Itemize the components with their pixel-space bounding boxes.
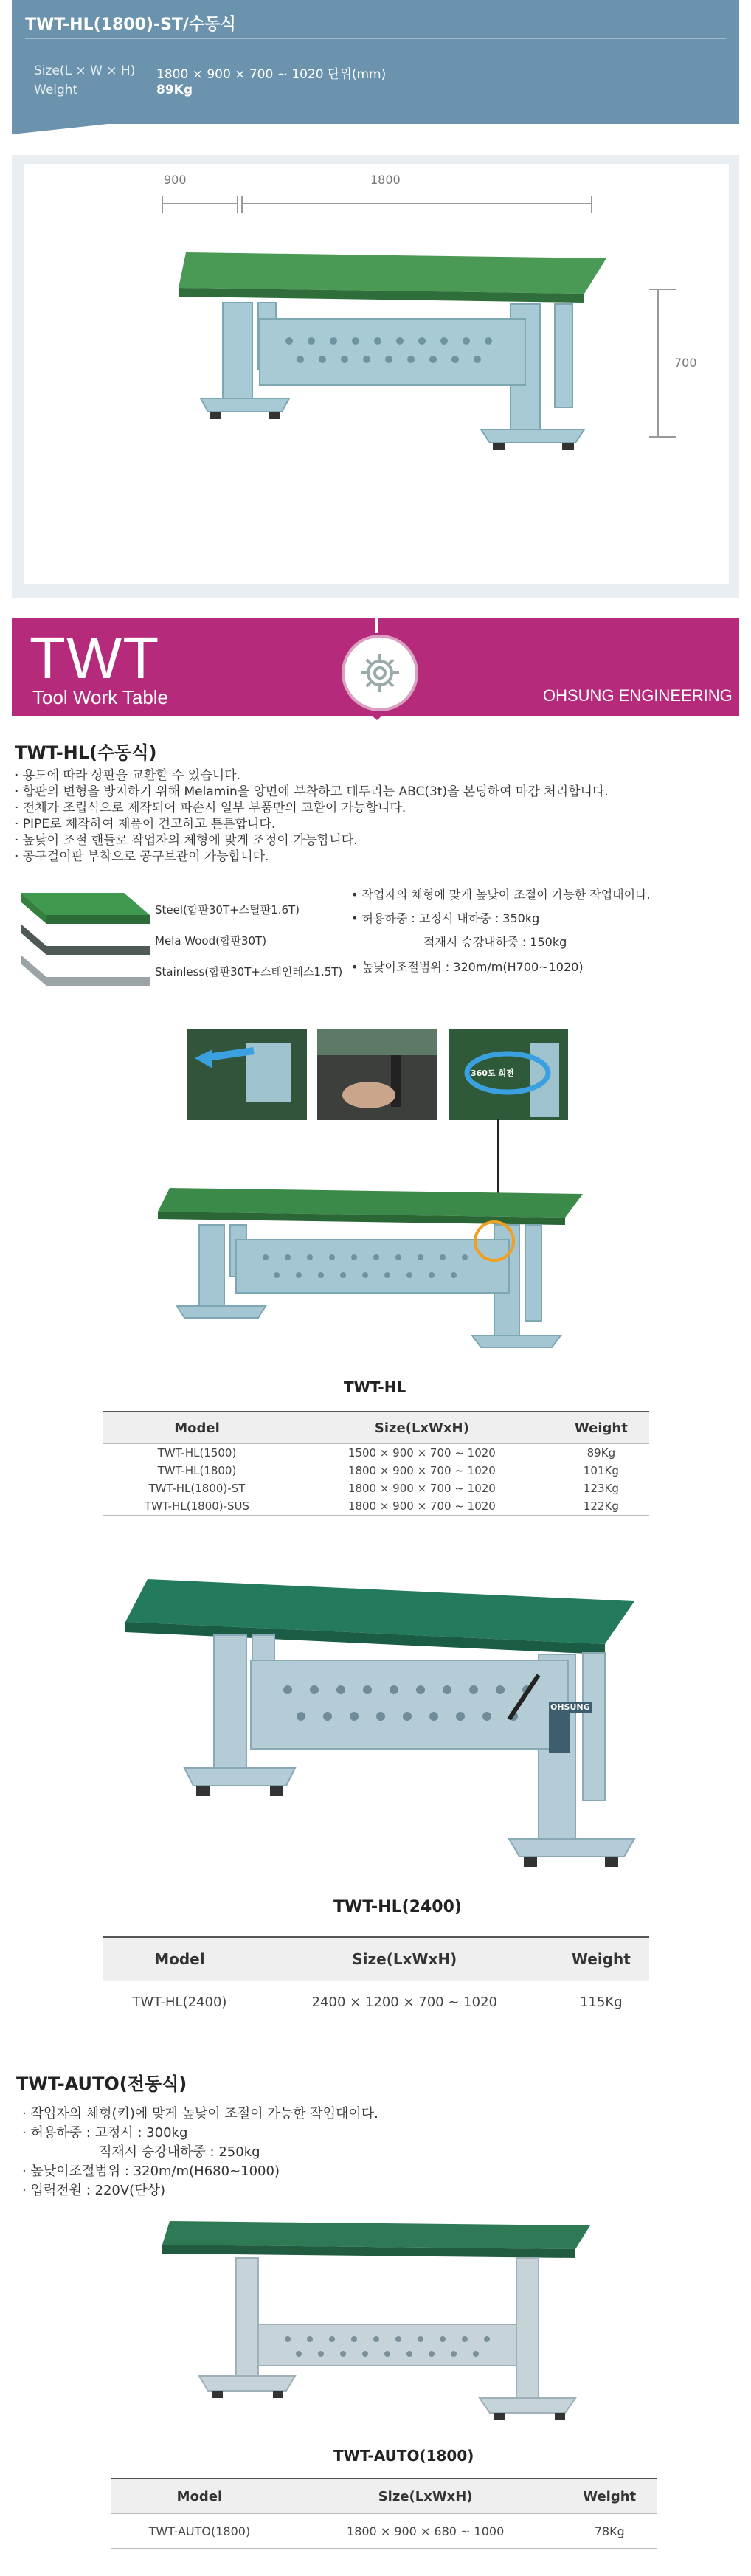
cell-size: 2400 × 1200 × 700 ~ 1020	[311, 1994, 497, 2010]
hand-crank-icon	[317, 1029, 437, 1120]
col-model: Model	[111, 2479, 288, 2514]
banner-pin	[376, 618, 378, 633]
gear-badge	[342, 635, 418, 711]
cell-weight: 78Kg	[594, 2524, 625, 2538]
feature-item: · PIPE로 제작하여 제품이 견고하고 튼튼합니다.	[15, 817, 276, 832]
table-row	[103, 1497, 649, 1516]
cell-model: TWT-HL(1800)-ST	[148, 1482, 246, 1495]
feature-item: · 전체가 조립식으로 제작되어 파손시 일부 부품만의 교환이 가능합니다.	[15, 801, 406, 815]
banner-subtitle: Tool Work Table	[32, 686, 169, 708]
gear-icon	[345, 638, 415, 708]
cell-size: 1500 × 900 × 700 ~ 1020	[347, 1446, 496, 1460]
size-value: 1800 × 900 × 700 ~ 1020 단위(mm)	[156, 67, 387, 82]
cell-weight: 89Kg	[586, 1446, 616, 1460]
cell-weight: 101Kg	[583, 1464, 619, 1477]
col-size: Size(LxWxH)	[288, 2479, 563, 2514]
cell-size: 1800 × 900 × 700 ~ 1020	[347, 1464, 496, 1477]
material-melawood-label: Mela Wood(합판30T)	[155, 934, 267, 947]
size-label: Size(L × W × H)	[34, 63, 136, 78]
cell-model: TWT-HL(1500)	[157, 1446, 237, 1460]
dimension-length-label: 1800	[370, 173, 401, 187]
dimension-depth-label: 900	[164, 173, 187, 187]
feature-item: · 용도에 따라 상판을 교환할 수 있습니다.	[15, 768, 240, 783]
cell-weight: 122Kg	[583, 1499, 619, 1513]
manual-spec-4: • 높낮이조절범위 : 320m/m(H700~1020)	[351, 960, 584, 974]
twt-hl-2400-drawing	[125, 1564, 642, 1882]
feature-item: · 높낮이 조절 핸들로 작업자의 체형에 맞게 조정이 가능합니다.	[15, 833, 358, 848]
cell-model: TWT-AUTO(1800)	[148, 2524, 251, 2538]
table-row	[103, 1981, 649, 2023]
manual-spec-1: • 작업자의 체형에 맞게 높낮이 조절이 가능한 작업대이다.	[351, 888, 651, 902]
material-steel-label: Steel(합판30T+스틸판1.6T)	[155, 903, 300, 916]
table-drawing	[24, 164, 729, 584]
auto-spec-1: · 작업자의 체형(키)에 맞게 높낮이 조절이 가능한 작업대이다.	[22, 2106, 378, 2121]
auto-spec-5: · 입력전원 : 220V(단상)	[22, 2183, 165, 2198]
twt-hl-drawing	[148, 1166, 605, 1358]
twt-auto-drawing	[155, 2214, 605, 2435]
table-row	[111, 2514, 657, 2549]
weight-label: Weight	[34, 83, 78, 97]
banner-brand: OHSUNG ENGINEERING	[543, 686, 733, 705]
table-row	[103, 1444, 649, 1463]
twt-hl-spec-table	[103, 1411, 649, 1516]
twt-auto-caption: TWT-AUTO(1800)	[333, 2447, 474, 2465]
col-size: Size(LxWxH)	[291, 1412, 553, 1444]
banner-title: TWT	[30, 625, 160, 691]
feature-item: · 공구걸이판 부착으로 공구보관이 가능합니다.	[15, 849, 269, 864]
crank-arrow-icon	[187, 1029, 307, 1120]
feature-item: · 합판의 변형을 방지하기 위해 Melamin을 양면에 부착하고 테두리는 ABC(3t)을 본딩하여 마감 처리합니다.	[15, 784, 609, 799]
cell-model: TWT-HL(2400)	[132, 1994, 227, 2010]
material-layers-illustration	[21, 885, 168, 996]
cell-weight: 123Kg	[583, 1482, 619, 1495]
col-model: Model	[103, 1412, 291, 1444]
cell-model: TWT-HL(1800)	[157, 1464, 237, 1477]
cell-size: 1800 × 900 × 680 ~ 1000	[347, 2524, 505, 2538]
table-row	[103, 1479, 649, 1497]
detail-photo-2	[317, 1029, 437, 1120]
twt-hl-2400-caption: TWT-HL(2400)	[333, 1898, 462, 1916]
header-divider	[25, 38, 726, 39]
auto-spec-2: · 허용하중 : 고정시 : 300kg	[22, 2125, 188, 2141]
header-tab	[12, 124, 108, 134]
manual-spec-2: • 허용하중 : 고정시 내하중 : 350kg	[351, 911, 540, 925]
section-title-auto: TWT-AUTO(전동식)	[16, 2073, 187, 2094]
cell-weight: 115Kg	[580, 1994, 623, 2010]
cell-model: TWT-HL(1800)-SUS	[144, 1499, 250, 1513]
table-row	[103, 1462, 649, 1479]
page-title: TWT-HL(1800)-ST/수동식	[25, 15, 236, 34]
brand-plate: OHSUNG	[550, 1702, 590, 1712]
cell-size: 1800 × 900 × 700 ~ 1020	[347, 1499, 496, 1513]
detail-photo-3	[449, 1029, 568, 1120]
feature-list	[15, 767, 723, 865]
col-weight: Weight	[562, 2479, 657, 2514]
col-weight: Weight	[553, 1412, 649, 1444]
twt-hl-2400-spec-table	[103, 1936, 649, 2023]
twt-auto-spec-table	[111, 2478, 657, 2549]
dimension-height-label: 700	[674, 356, 697, 370]
col-model: Model	[103, 1937, 256, 1981]
rotate-label: 360도 회전	[471, 1068, 514, 1078]
auto-spec-3: 적재시 승강내하중 : 250kg	[99, 2144, 260, 2160]
cell-size: 1800 × 900 × 700 ~ 1020	[347, 1482, 496, 1495]
auto-spec-4: · 높낮이조절범위 : 320m/m(H680~1000)	[22, 2164, 280, 2179]
material-stainless-label: Stainless(합판30T+스테인레스1.5T)	[155, 965, 343, 978]
twt-hl-caption: TWT-HL	[344, 1378, 406, 1396]
detail-photo-1	[187, 1029, 307, 1120]
manual-spec-3: 적재시 승강내하중 : 150kg	[423, 935, 567, 949]
section-title-manual: TWT-HL(수동식)	[15, 742, 157, 763]
col-weight: Weight	[553, 1937, 649, 1981]
weight-value: 89Kg	[156, 83, 193, 97]
col-size: Size(LxWxH)	[256, 1937, 553, 1981]
